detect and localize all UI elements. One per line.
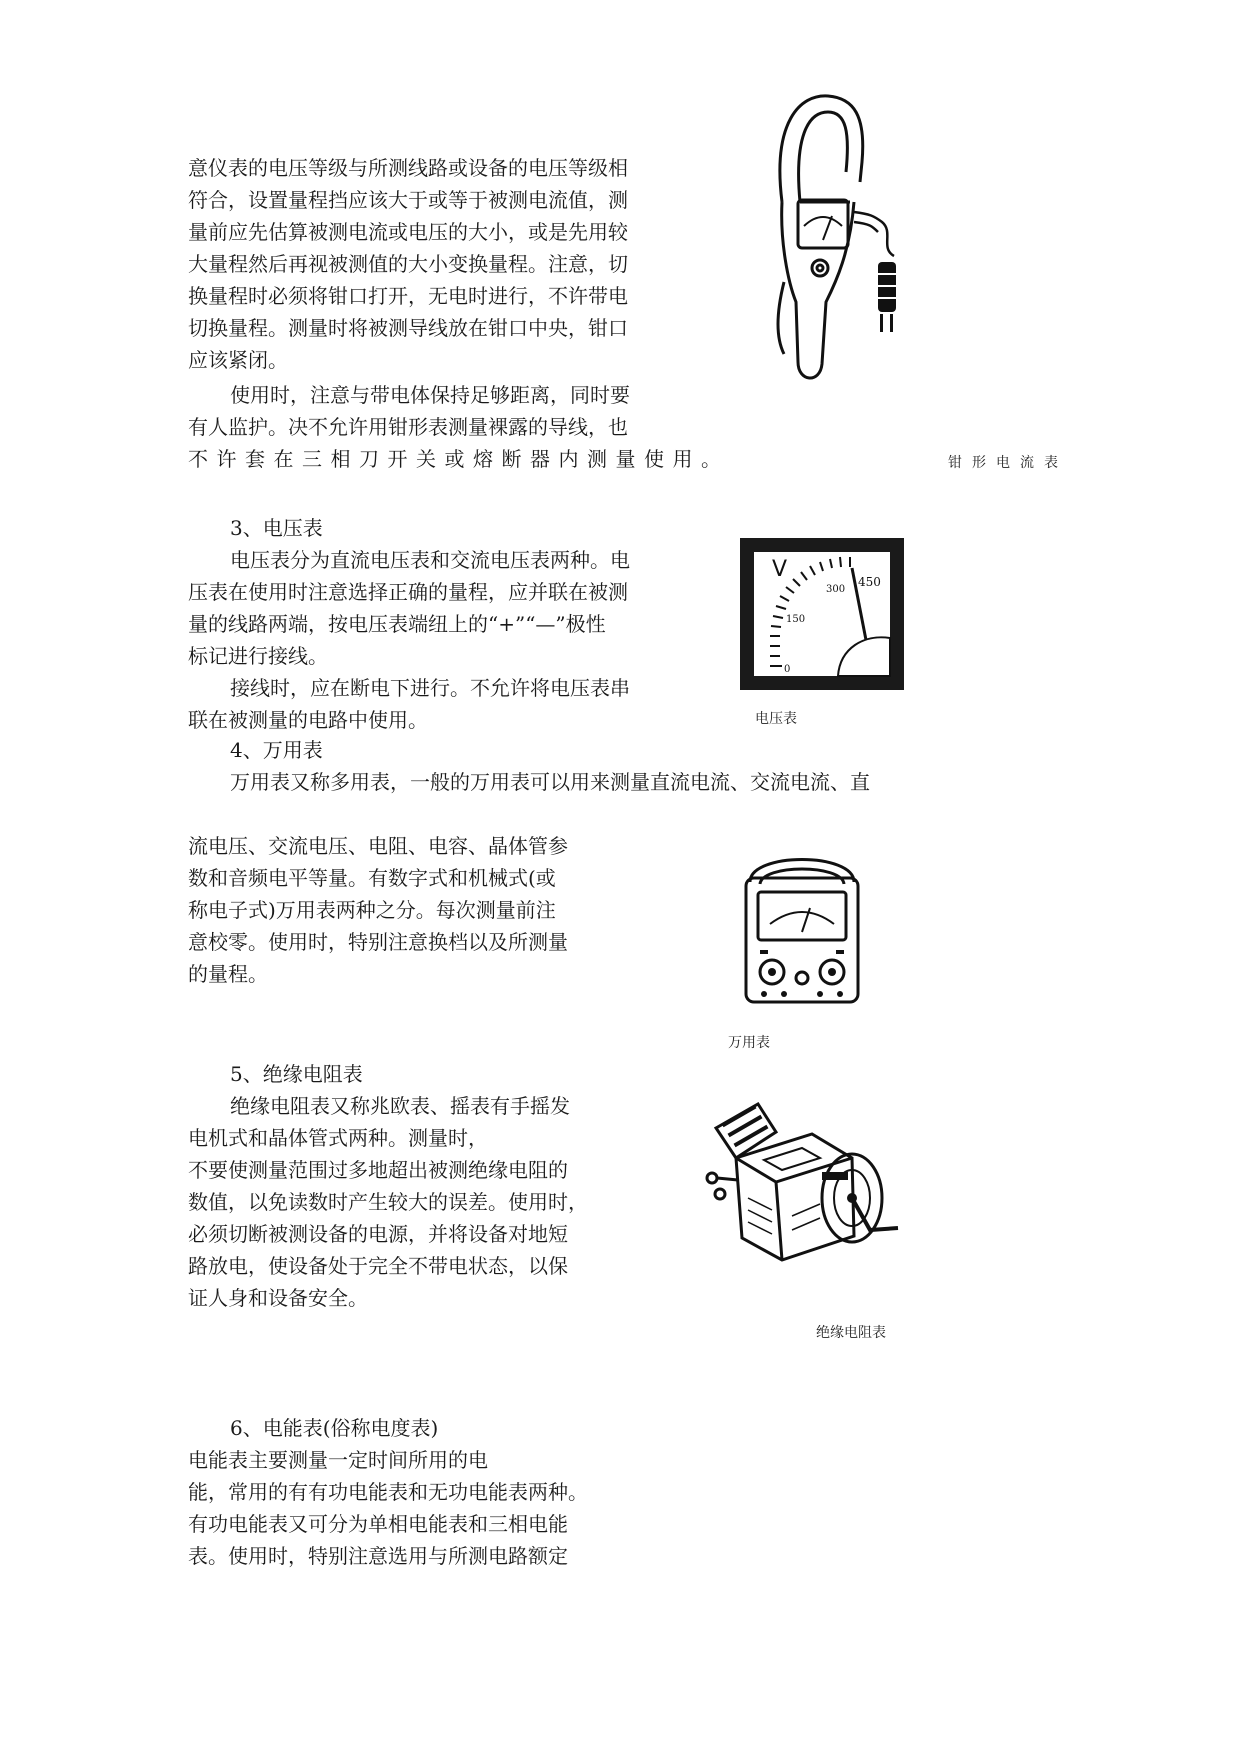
clamp-text-line-4: 大量程然后再视被测值的大小变换量程。注意，切 bbox=[188, 252, 628, 276]
clamp-text-line-1: 意仪表的电压等级与所测线路或设备的电压等级相 bbox=[188, 156, 628, 180]
megger-text-line-3: 不要使测量范围过多地超出被测绝缘电阻的 bbox=[188, 1158, 568, 1182]
multimeter-text-line-1: 万用表又称多用表，一般的万用表可以用来测量直流电流、交流电流、直 bbox=[230, 770, 870, 794]
megger-caption: 绝缘电阻表 bbox=[816, 1325, 886, 1341]
voltmeter-text-line-3: 量的线路两端，按电压表端纽上的“+”“—”极性 bbox=[188, 612, 606, 636]
voltmeter-text-line-6: 联在被测量的电路中使用。 bbox=[188, 708, 428, 732]
multimeter-text-line-2: 流电压、交流电压、电阻、电容、晶体管参 bbox=[188, 834, 568, 858]
voltmeter-text-line-2: 压表在使用时注意选择正确的量程，应并联在被测 bbox=[188, 580, 628, 604]
energy-meter-heading: 6、电能表(俗称电度表) bbox=[230, 1416, 439, 1440]
megger-figure bbox=[702, 1098, 902, 1268]
megger-text-line-5: 必须切断被测设备的电源，并将设备对地短 bbox=[188, 1222, 568, 1246]
voltmeter-text-line-1: 电压表分为直流电压表和交流电压表两种。电 bbox=[230, 548, 630, 572]
clamp-text-line-6: 切换量程。测量时将被测导线放在钳口中央，钳口 bbox=[188, 316, 628, 340]
clamp-meter-figure bbox=[770, 92, 910, 404]
clamp-text-line-5: 换量程时必须将钳口打开，无电时进行，不许带电 bbox=[188, 284, 628, 308]
megger-text-line-2: 电机式和晶体管式两种。测量时， bbox=[188, 1126, 488, 1150]
multimeter-text-line-5: 意校零。使用时，特别注意换档以及所测量 bbox=[188, 930, 568, 954]
clamp-text-line-2: 符合，设置量程挡应该大于或等于被测电流值，测 bbox=[188, 188, 628, 212]
voltmeter-text-line-4: 标记进行接线。 bbox=[188, 644, 328, 668]
clamp-text-line-3: 量前应先估算被测电流或电压的大小，或是先用较 bbox=[188, 220, 628, 244]
multimeter-text-line-4: 称电子式)万用表两种之分。每次测量前注 bbox=[188, 898, 556, 922]
clamp-text-line-8: 使用时，注意与带电体保持足够距离，同时要 bbox=[230, 383, 630, 407]
voltmeter-caption: 电压表 bbox=[755, 711, 797, 727]
megger-text-line-1: 绝缘电阻表又称兆欧表、摇表有手摇发 bbox=[230, 1094, 570, 1118]
megger-text-line-6: 路放电，使设备处于完全不带电状态，以保 bbox=[188, 1254, 568, 1278]
multimeter-heading: 4、万用表 bbox=[230, 738, 323, 762]
voltmeter-tick-450: 450 bbox=[858, 575, 881, 589]
megger-heading: 5、绝缘电阻表 bbox=[230, 1062, 363, 1086]
voltmeter-tick-150: 150 bbox=[786, 614, 806, 625]
clamp-text-line-9: 有人监护。决不允许用钳形表测量裸露的导线，也 bbox=[188, 415, 628, 439]
voltmeter-tick-300: 300 bbox=[826, 584, 846, 595]
energy-meter-text-line-2: 能，常用的有有功电能表和无功电能表两种。 bbox=[188, 1480, 588, 1504]
voltmeter-figure bbox=[740, 538, 904, 690]
multimeter-text-line-3: 数和音频电平等量。有数字式和机械式(或 bbox=[188, 866, 556, 890]
voltmeter-text-line-5: 接线时，应在断电下进行。不允许将电压表串 bbox=[230, 676, 630, 700]
multimeter-text-line-6: 的量程。 bbox=[188, 962, 268, 986]
megger-text-line-7: 证人身和设备安全。 bbox=[188, 1286, 368, 1310]
energy-meter-text-line-1: 电能表主要测量一定时间所用的电 bbox=[188, 1448, 488, 1472]
clamp-meter-caption: 钳形电流表 bbox=[948, 455, 1068, 471]
megger-text-line-4: 数值，以免读数时产生较大的误差。使用时， bbox=[188, 1190, 588, 1214]
multimeter-caption: 万用表 bbox=[728, 1035, 770, 1051]
energy-meter-text-line-4: 表。使用时，特别注意选用与所测电路额定 bbox=[188, 1544, 568, 1568]
clamp-text-line-7: 应该紧闭。 bbox=[188, 348, 288, 372]
clamp-text-line-10: 不许套在三相刀开关或熔断器内测量使用。 bbox=[188, 447, 730, 471]
energy-meter-text-line-3: 有功电能表又可分为单相电能表和三相电能 bbox=[188, 1512, 568, 1536]
voltmeter-heading: 3、电压表 bbox=[230, 516, 323, 540]
multimeter-figure bbox=[740, 848, 864, 1008]
voltmeter-unit: V bbox=[772, 557, 788, 582]
voltmeter-tick-0: 0 bbox=[784, 664, 791, 675]
